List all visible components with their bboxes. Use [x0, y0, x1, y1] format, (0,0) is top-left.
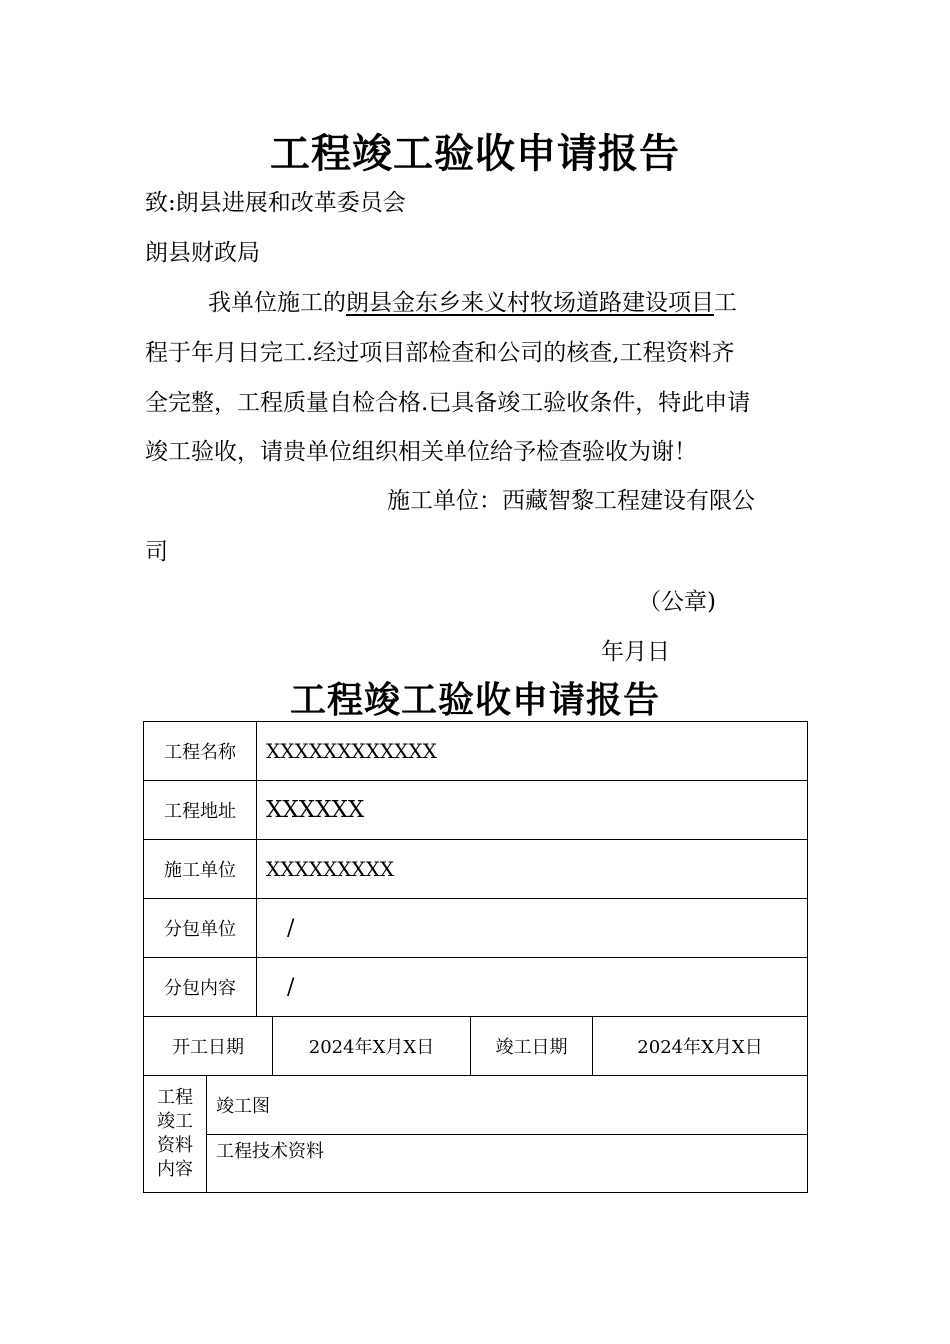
- subcontract-content-value: /: [257, 958, 808, 1017]
- table-row: [144, 1076, 808, 1135]
- start-date-value: 2024年X月X日: [273, 1017, 471, 1076]
- body-line-4: 竣工验收，请贵单位组织相关单位给予检查验收为谢！: [145, 439, 697, 465]
- table-row: [144, 899, 808, 958]
- table-row: [144, 781, 808, 840]
- project-name-value: XXXXXXXXXXXX: [257, 722, 808, 781]
- end-date-label: 竣工日期: [471, 1017, 593, 1076]
- subcontract-content-label: 分包内容: [144, 958, 257, 1017]
- project-name: 朗县金东乡来义村牧场道路建设项目: [346, 290, 714, 316]
- form-title: 工程竣工验收申请报告: [289, 679, 660, 721]
- seal-label: （公章): [638, 589, 716, 615]
- body-suffix: 工: [714, 290, 737, 316]
- docs-label: [144, 1076, 207, 1193]
- body-prefix: 我单位施工的: [208, 290, 346, 316]
- body-line-1: [208, 284, 737, 317]
- table-row: [144, 1017, 808, 1076]
- start-date-label: 开工日期: [144, 1017, 273, 1076]
- table-row: [144, 840, 808, 899]
- contractor-label: 施工单位: [144, 840, 257, 899]
- docs-label-line: 资料: [157, 1135, 193, 1156]
- subcontract-unit-value: /: [257, 899, 808, 958]
- body-line-3: 全完整，工程质量自检合格.已具备竣工验收条件，特此申请: [145, 390, 751, 416]
- docs-item-drawings: 竣工图: [207, 1076, 808, 1135]
- recipient-line-1: 致:朗县进展和改革委员会: [145, 190, 406, 216]
- docs-label-line: 竣工: [157, 1111, 193, 1132]
- project-name-label: 工程名称: [144, 722, 257, 781]
- docs-label-line: 工程: [157, 1087, 193, 1108]
- document-title: 工程竣工验收申请报告: [270, 130, 680, 177]
- sign-date: 年月日: [601, 639, 670, 665]
- table-row: [144, 722, 808, 781]
- application-form-table: [143, 721, 808, 1193]
- subcontract-unit-label: 分包单位: [144, 899, 257, 958]
- table-row: [144, 958, 808, 1017]
- table-row: [144, 1135, 808, 1193]
- docs-label-line: 内容: [157, 1159, 193, 1180]
- project-address-value: XXXXXX: [257, 781, 808, 840]
- contractor-value: XXXXXXXXX: [257, 840, 808, 899]
- project-address-label: 工程地址: [144, 781, 257, 840]
- recipient-line-2: 朗县财政局: [145, 240, 260, 266]
- contractor-signature-cont: 司: [145, 539, 168, 565]
- end-date-value: 2024年X月X日: [593, 1017, 808, 1076]
- docs-item-technical: 工程技术资料: [207, 1135, 808, 1193]
- body-line-2: 程于年月日完工.经过项目部检查和公司的核查,工程资料齐: [145, 340, 735, 366]
- contractor-signature: 施工单位：西藏智黎工程建设有限公: [387, 488, 755, 514]
